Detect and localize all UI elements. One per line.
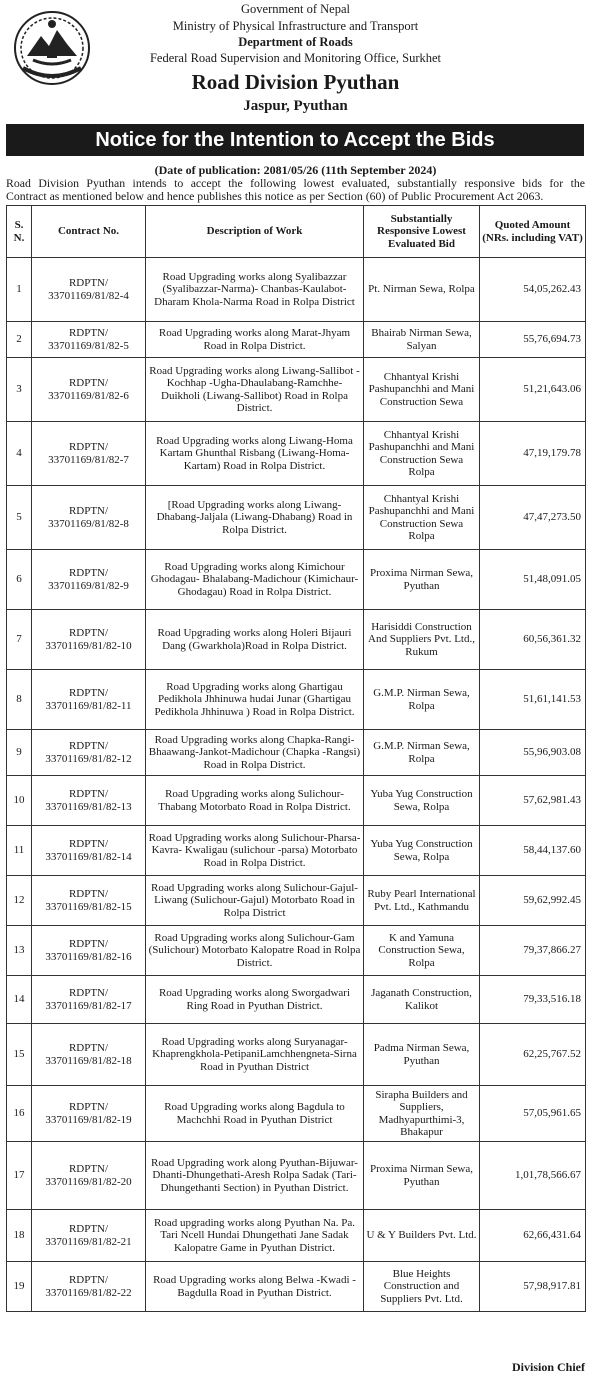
- office-line: Federal Road Supervision and Monitoring Office, Surkhet: [149, 51, 442, 65]
- table-row: [7, 322, 586, 358]
- division-location: Jaspur, Pyuthan: [243, 98, 348, 114]
- row-sn: 16: [7, 1086, 32, 1142]
- intro-line-2: Contract as mentioned below and hence publishes this notice as per Section (60) of Public Procurement Act 2063.: [6, 189, 544, 203]
- row-description: Road Upgrading works along Bagdula to Machchhi Road in Pyuthan District: [146, 1086, 364, 1142]
- header-contract: Contract No.: [32, 206, 146, 258]
- row-bidder: Padma Nirman Sewa, Pyuthan: [364, 1024, 480, 1086]
- row-bidder: G.M.P. Nirman Sewa, Rolpa: [364, 730, 480, 776]
- division-title: Road Division Pyuthan: [191, 70, 400, 94]
- row-sn: 8: [7, 670, 32, 730]
- row-contract-no: RDPTN/ 33701169/81/82-16: [32, 926, 146, 976]
- table-row: [7, 422, 586, 486]
- row-sn: 11: [7, 826, 32, 876]
- row-amount: 62,25,767.52: [480, 1024, 586, 1086]
- row-contract-no: RDPTN/ 33701169/81/82-11: [32, 670, 146, 730]
- row-sn: 15: [7, 1024, 32, 1086]
- row-sn: 12: [7, 876, 32, 926]
- row-amount: 57,62,981.43: [480, 776, 586, 826]
- table-row: [7, 1142, 586, 1210]
- department-line: Department of Roads: [238, 35, 353, 49]
- table-row: [7, 1086, 586, 1142]
- header-description: Description of Work: [146, 206, 364, 258]
- row-amount: 60,56,361.32: [480, 610, 586, 670]
- row-contract-no: RDPTN/ 33701169/81/82-14: [32, 826, 146, 876]
- row-amount: 58,44,137.60: [480, 826, 586, 876]
- row-contract-no: RDPTN/ 33701169/81/82-8: [32, 486, 146, 550]
- row-sn: 13: [7, 926, 32, 976]
- notice-title-banner: Notice for the Intention to Accept the Bids: [6, 124, 584, 156]
- row-amount: 79,33,516.18: [480, 976, 586, 1024]
- row-description: Road Upgrading works along Belwa -Kwadi - Bagdulla Road in Pyuthan District.: [146, 1262, 364, 1312]
- row-bidder: Pt. Nirman Sewa, Rolpa: [364, 258, 480, 322]
- row-sn: 7: [7, 610, 32, 670]
- table-row: [7, 610, 586, 670]
- row-description: Road Upgrading work along Pyuthan-Bijuwar-Dhanti-Dhungethati-Aresh Rolpa Sadak (Tari-Dhungethanti Section) in Pyuthan District.: [146, 1142, 364, 1210]
- row-description: Road Upgrading works along Chapka-Rangi-Bhaawang-Jankot-Madichour (Chapka -Rangsi) Road in Rolpa District.: [146, 730, 364, 776]
- bids-table: [6, 205, 586, 1312]
- row-sn: 14: [7, 976, 32, 1024]
- row-description: Road Upgrading works along Sulichour-Gam (Sulichour) Motorbato Kalopatre Road in Rolpa District.: [146, 926, 364, 976]
- row-sn: 4: [7, 422, 32, 486]
- table-row: [7, 670, 586, 730]
- row-bidder: U & Y Builders Pvt. Ltd.: [364, 1210, 480, 1262]
- publication-date: (Date of publication: 2081/05/26 (11th September 2024): [154, 163, 437, 177]
- table-row: [7, 1262, 586, 1312]
- table-row: [7, 550, 586, 610]
- row-sn: 10: [7, 776, 32, 826]
- row-amount: 62,66,431.64: [480, 1210, 586, 1262]
- row-contract-no: RDPTN/ 33701169/81/82-10: [32, 610, 146, 670]
- row-bidder: Chhantyal Krishi Pashupanchhi and Mani Construction Sewa: [364, 358, 480, 422]
- row-description: Road upgrading works along Pyuthan Na. Pa. Tari Ncell Hundai Dhungethati Jane Sadak Kalopatre Game in Pyuthan District.: [146, 1210, 364, 1262]
- row-bidder: Proxima Nirman Sewa, Pyuthan: [364, 1142, 480, 1210]
- row-contract-no: RDPTN/ 33701169/81/82-18: [32, 1024, 146, 1086]
- row-amount: 55,96,903.08: [480, 730, 586, 776]
- row-amount: 1,01,78,566.67: [480, 1142, 586, 1210]
- row-sn: 3: [7, 358, 32, 422]
- row-description: Road Upgrading works along Sulichour-Thabang Motorbato Road in Rolpa District.: [146, 776, 364, 826]
- row-contract-no: RDPTN/ 33701169/81/82-15: [32, 876, 146, 926]
- header-amount: Quoted Amount (NRs. including VAT): [480, 206, 586, 258]
- row-description: Road Upgrading works along Holeri Bijauri Dang (Gwarkhola)Road in Rolpa District.: [146, 610, 364, 670]
- row-bidder: Yuba Yug Construction Sewa, Rolpa: [364, 826, 480, 876]
- row-description: Road Upgrading works along Suryanagar-Khaprengkhola-PetipaniLamchhengneta-Sirna Road in Pyuthan District: [146, 1024, 364, 1086]
- row-bidder: Bhairab Nirman Sewa, Salyan: [364, 322, 480, 358]
- row-amount: 47,47,273.50: [480, 486, 586, 550]
- row-contract-no: RDPTN/ 33701169/81/82-9: [32, 550, 146, 610]
- row-bidder: Blue Heights Construction and Suppliers Pvt. Ltd.: [364, 1262, 480, 1312]
- table-row: [7, 1024, 586, 1086]
- table-header-row: [7, 206, 586, 258]
- row-sn: 17: [7, 1142, 32, 1210]
- row-amount: 51,61,141.53: [480, 670, 586, 730]
- row-contract-no: RDPTN/ 33701169/81/82-17: [32, 976, 146, 1024]
- row-contract-no: RDPTN/ 33701169/81/82-7: [32, 422, 146, 486]
- table-row: [7, 258, 586, 322]
- row-bidder: Chhantyal Krishi Pashupanchhi and Mani Construction Sewa Rolpa: [364, 486, 480, 550]
- row-description: Road Upgrading works along Liwang-Sallibot - Kochhap -Ugha-Dhaulabang-Ramchhe-Duikholi (Liwang-Sallibot) Road in Rolpa District.: [146, 358, 364, 422]
- row-sn: 18: [7, 1210, 32, 1262]
- row-description: Road Upgrading works along Marat-Jhyam Road in Rolpa District.: [146, 322, 364, 358]
- row-bidder: Chhantyal Krishi Pashupanchhi and Mani Construction Sewa Rolpa: [364, 422, 480, 486]
- row-description: Road Upgrading works along Ghartigau Pedikhola Jhhinuwa hudai Junar (Ghartigau Pedikhola Jhhinuwa ) Road in Rolpa District.: [146, 670, 364, 730]
- row-amount: 54,05,262.43: [480, 258, 586, 322]
- table-row: [7, 826, 586, 876]
- header-sn: S. N.: [7, 206, 32, 258]
- row-amount: 57,98,917.81: [480, 1262, 586, 1312]
- row-sn: 5: [7, 486, 32, 550]
- row-contract-no: RDPTN/ 33701169/81/82-21: [32, 1210, 146, 1262]
- table-row: [7, 730, 586, 776]
- row-description: Road Upgrading works along Syalibazzar (Syalibazzar-Narma)- Chanbas-Kaulabot-Dharam Khola-Narma Road in Rolpa District: [146, 258, 364, 322]
- row-description: [Road Upgrading works along Liwang-Dhabang-Jaljala (Liwang-Dhabang) Road in Rolpa District.: [146, 486, 364, 550]
- table-row: [7, 1210, 586, 1262]
- row-bidder: G.M.P. Nirman Sewa, Rolpa: [364, 670, 480, 730]
- row-contract-no: RDPTN/ 33701169/81/82-20: [32, 1142, 146, 1210]
- table-row: [7, 486, 586, 550]
- row-description: Road Upgrading works along Sworgadwari Ring Road in Pyuthan District.: [146, 976, 364, 1024]
- row-contract-no: RDPTN/ 33701169/81/82-19: [32, 1086, 146, 1142]
- division-chief-signatory: Division Chief: [511, 1360, 585, 1374]
- row-bidder: Harisiddi Construction And Suppliers Pvt. Ltd., Rukum: [364, 610, 480, 670]
- row-contract-no: RDPTN/ 33701169/81/82-6: [32, 358, 146, 422]
- row-description: Road Upgrading works along Sulichour-Pharsa- Kavra- Kwaligau (sulichour -parsa) Motorbato Road in Rolpa District.: [146, 826, 364, 876]
- table-row: [7, 926, 586, 976]
- row-sn: 2: [7, 322, 32, 358]
- row-amount: 47,19,179.78: [480, 422, 586, 486]
- row-amount: 51,21,643.06: [480, 358, 586, 422]
- row-contract-no: RDPTN/ 33701169/81/82-4: [32, 258, 146, 322]
- row-bidder: Sirapha Builders and Suppliers, Madhyapurthimi-3, Bhakapur: [364, 1086, 480, 1142]
- row-amount: 51,48,091.05: [480, 550, 586, 610]
- government-line: Government of Nepal: [241, 2, 350, 16]
- row-bidder: Yuba Yug Construction Sewa, Rolpa: [364, 776, 480, 826]
- header-bidder: Substantially Responsive Lowest Evaluated Bid: [364, 206, 480, 258]
- table-body: [7, 258, 586, 1312]
- row-bidder: Proxima Nirman Sewa, Pyuthan: [364, 550, 480, 610]
- row-bidder: K and Yamuna Construction Sewa, Rolpa: [364, 926, 480, 976]
- row-contract-no: RDPTN/ 33701169/81/82-13: [32, 776, 146, 826]
- row-amount: 79,37,866.27: [480, 926, 586, 976]
- row-contract-no: RDPTN/ 33701169/81/82-5: [32, 322, 146, 358]
- row-sn: 19: [7, 1262, 32, 1312]
- row-description: Road Upgrading works along Kimichour Ghodagau- Bhalabang-Madichour (Kimichaur-Ghodagau) Road in Rolpa District.: [146, 550, 364, 610]
- row-sn: 6: [7, 550, 32, 610]
- table-row: [7, 876, 586, 926]
- table-row: [7, 976, 586, 1024]
- intro-line-1: Road Division Pyuthan intends to accept the following lowest evaluated, substantially responsive bids for the: [6, 176, 585, 190]
- ministry-line: Ministry of Physical Infrastructure and Transport: [172, 19, 419, 33]
- row-description: Road Upgrading works along Liwang-Homa Kartam Ghunthal Risbang (Liwang-Homa-Kartam) Road in Rolpa District.: [146, 422, 364, 486]
- row-contract-no: RDPTN/ 33701169/81/82-22: [32, 1262, 146, 1312]
- table-row: [7, 358, 586, 422]
- row-bidder: Jaganath Construction, Kalikot: [364, 976, 480, 1024]
- table-row: [7, 776, 586, 826]
- row-amount: 57,05,961.65: [480, 1086, 586, 1142]
- row-bidder: Ruby Pearl International Pvt. Ltd., Kathmandu: [364, 876, 480, 926]
- row-amount: 59,62,992.45: [480, 876, 586, 926]
- row-description: Road Upgrading works along Sulichour-Gajul-Liwang (Sulichour-Gajul) Motorbato Road in Rolpa District: [146, 876, 364, 926]
- row-amount: 55,76,694.73: [480, 322, 586, 358]
- row-sn: 1: [7, 258, 32, 322]
- row-contract-no: RDPTN/ 33701169/81/82-12: [32, 730, 146, 776]
- row-sn: 9: [7, 730, 32, 776]
